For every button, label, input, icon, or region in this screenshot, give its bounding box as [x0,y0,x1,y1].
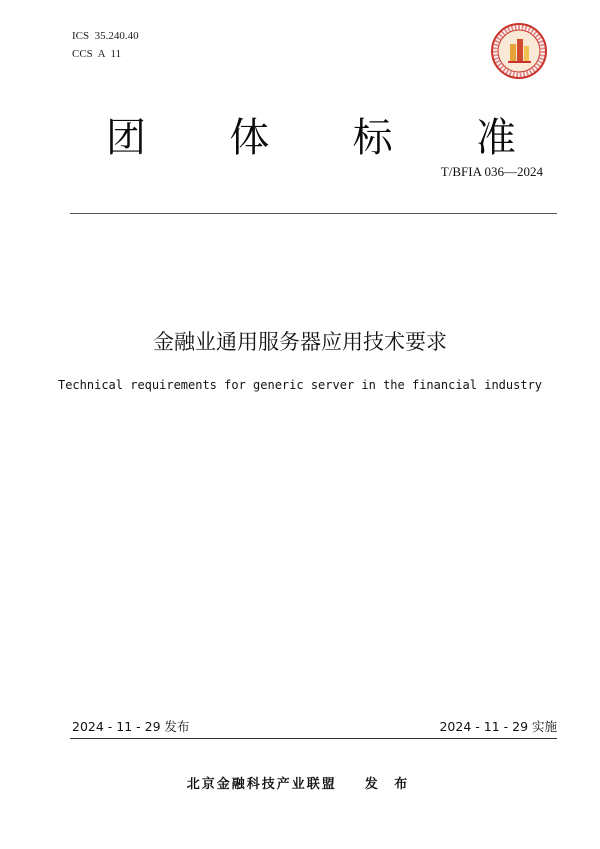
issuer-line [0,773,600,792]
document-title-chinese: 金融业通用服务器应用技术要求 [153,330,447,354]
association-seal-icon [490,22,548,80]
standard-type-char: 团 [106,115,146,161]
ics-code: ICS 35.240.40 [72,30,139,42]
issuer-name: 北京金融科技产业联盟 [186,777,337,792]
ccs-code: CCS A 11 [72,48,122,60]
standard-type-char: 体 [229,115,270,161]
standard-type-char: 标 [352,115,393,161]
standard-number: T/BFIA 036—2024 [440,164,543,179]
top-divider [70,213,557,214]
standard-type-char: 准 [475,115,516,161]
document-title-english: Technical requirements for generic server in the financial industry [57,378,543,392]
issuer-action: 发 布 [364,777,414,792]
standard-type-heading [106,106,516,163]
bottom-divider [70,738,557,739]
issue-date: 2024 - 11 - 29 发布 [72,719,190,734]
implementation-date: 2024 - 11 - 29 实施 [439,719,557,734]
